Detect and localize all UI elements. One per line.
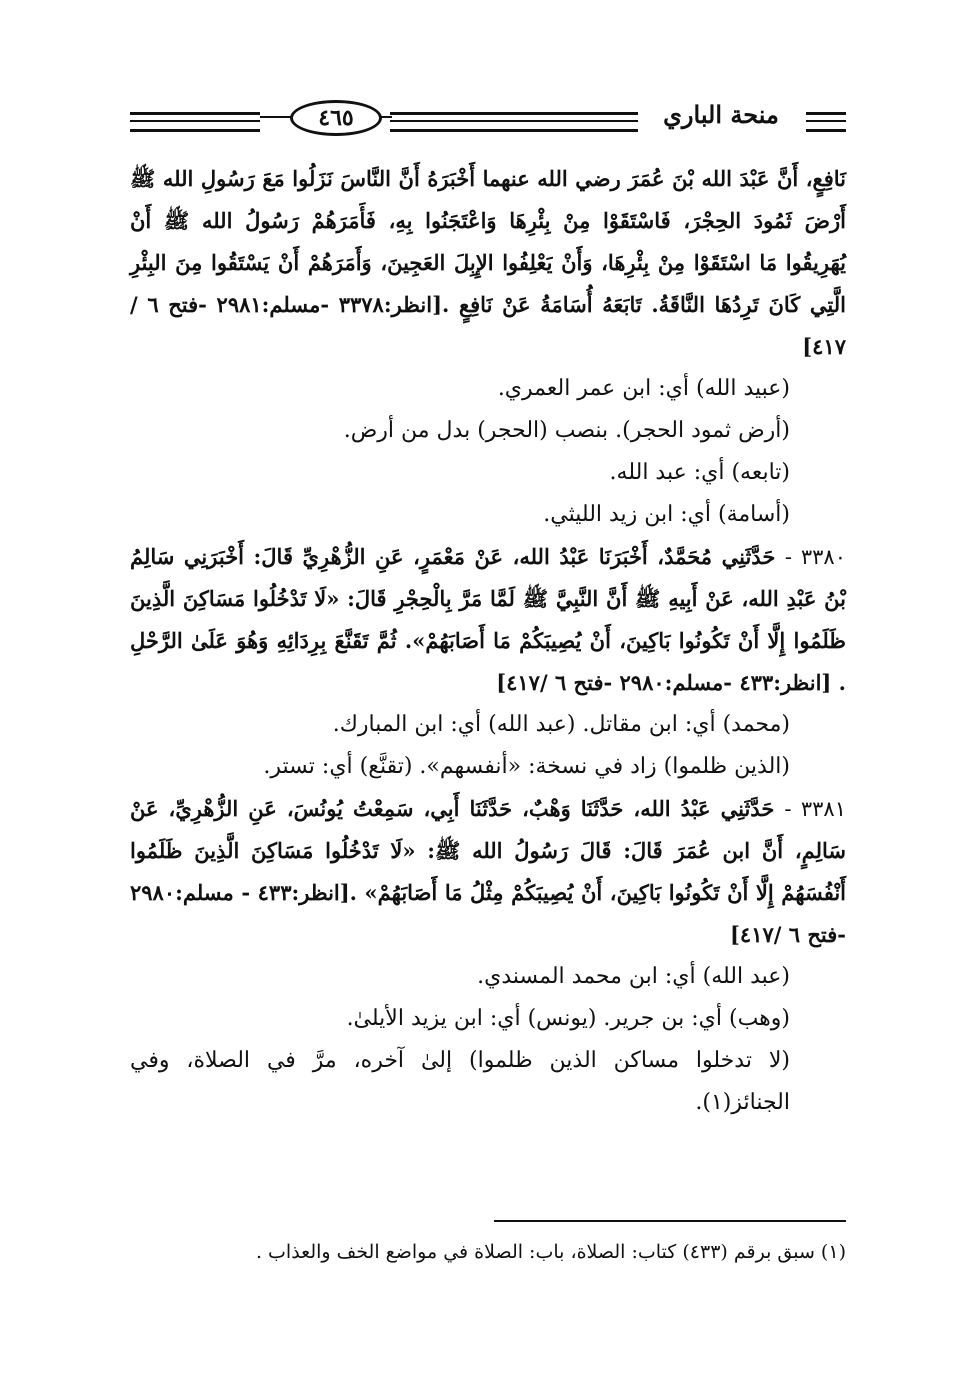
note-line: (أسامة) أي: ابن زيد الليثي. xyxy=(543,502,790,527)
footnote-divider xyxy=(494,1220,846,1222)
page-header xyxy=(130,98,846,142)
hadith-3379-text: نَافِعٍ، أَنَّ عَبْدَ الله بْنَ عُمَرَ رضي الله عنهما أَخْبَرَهُ أَنَّ النَّاسَ نَزَلُوا مَعَ رَسُولِ الله ﷺ أَرْضَ ثَمُودَ الحِجْرَ، فَاسْتَقَوْا مِنْ بِئْرِهَا وَاعْتَجَنُوا بِهِ، فَأَمَرَهُمْ رَسُولُ الله ﷺ أَنْ يُهَرِيقُوا مَا اسْتَقَوْا مِنْ بِئْرِهَا، وَأَنْ يَعْلِفُوا الإِبِلَ العَجِينَ، وَأَمَرَهُمْ أَنْ يَسْتَقُوا مِنَ البِئْرِ الَّتِي كَانَ تَرِدُهَا النَّاقَةُ. تَابَعَهُ أُسَامَةُ عَنْ نَافِعٍ .[انظر:٣٣٧٨ -مسلم:٢٩٨١ -فتح ٦ /٤١٧] xyxy=(130,166,846,359)
note-line: (محمد) أي: ابن مقاتل. (عبد الله) أي: ابن المبارك. xyxy=(332,712,790,737)
hadith-3380-text: حَدَّثَنِي مُحَمَّدٌ، أَخْبَرَنَا عَبْدُ الله، عَنْ مَعْمَرٍ، عَنِ الزُّهْرِيِّ قَالَ: أَخْبَرَنِي سَالِمُ بْنُ عَبْدِ الله، عَنْ أَبِيهِ ﷺ أَنَّ النَّبِيَّ ﷺ لَمَّا مَرَّ بِالْحِجْرِ قَالَ: «لَا تَدْخُلُوا مَسَاكِنَ الَّذِينَ ظَلَمُوا إِلَّا أَنْ تَكُونُوا بَاكِينَ، أَنْ يُصِيبَكُمْ مَا أَصَابَهُمْ». ثُمَّ تَقَنَّعَ بِرِدَائِهِ وَهُوَ عَلَىٰ الرَّحْلِ . [انظر:٤٣٣ -مسلم:٢٩٨٠ -فتح ٦ /٤١٧] xyxy=(130,544,846,695)
hadith-number: ٣٣٨١ - xyxy=(784,797,846,821)
note-line: (تابعه) أي: عبد الله. xyxy=(609,460,790,485)
note-line: (عبد الله) أي: ابن محمد المسندي. xyxy=(477,964,790,989)
hadith-3381 xyxy=(130,788,846,956)
header-rule-connector xyxy=(260,116,292,118)
hadith-number: ٣٣٨٠ - xyxy=(784,545,846,569)
note-line: (وهب) أي: بن جرير. (يونس) أي: ابن يزيد الأيلىٰ. xyxy=(346,1006,790,1031)
note-line: (أرض ثمود الحجر). بنصب (الحجر) بدل من أرض. xyxy=(343,418,790,443)
page-number: ٤٦٥ xyxy=(290,100,382,136)
hadith-3381-text: حَدَّثَنِي عَبْدُ الله، حَدَّثَنَا وَهْبٌ، حَدَّثَنَا أَبِي، سَمِعْتُ يُونُسَ، عَنِ الزُّهْرِيِّ، عَنْ سَالِمٍ، أَنَّ ابن عُمَرَ قَالَ: قَالَ رَسُولُ الله ﷺ: «لَا تَدْخُلُوا مَسَاكِنَ الَّذِينَ ظَلَمُوا أَنْفُسَهُمْ إِلَّا أَنْ تَكُونُوا بَاكِينَ، أَنْ يُصِيبَكُمْ مِثْلُ مَا أَصَابَهُمْ» .[انظر:٤٣٣ - مسلم:٢٩٨٠ -فتح ٦ /٤١٧] xyxy=(130,796,846,947)
note-line: (عبيد الله) أي: ابن عمر العمري. xyxy=(497,376,790,401)
page-body xyxy=(130,158,846,1124)
header-rule-right xyxy=(806,112,846,132)
book-title: منحة الباري xyxy=(663,100,779,129)
header-rule-left xyxy=(130,112,260,132)
footnote: (١) سبق برقم (٤٣٣) كتاب: الصلاة، باب: الصلاة في مواضع الخف والعذاب . xyxy=(255,1241,846,1263)
note-line: (لا تدخلوا مساكن الذين ظلموا) إلىٰ آخره، مرَّ في الصلاة، وفي الجنائز(١). xyxy=(130,1048,790,1115)
note-line: (الذين ظلموا) زاد في نسخة: «أنفسهم». (تقنَّع) أي: تستر. xyxy=(263,754,790,779)
hadith-3380 xyxy=(130,536,846,704)
header-rule-middle xyxy=(390,112,638,132)
